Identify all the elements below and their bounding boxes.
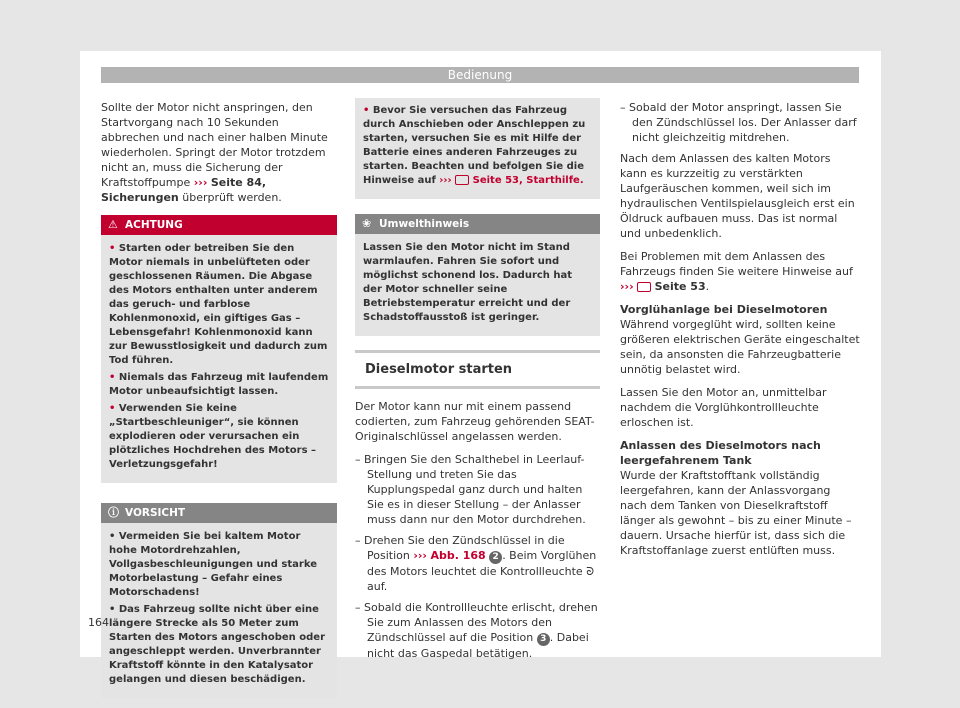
figure-ref-link[interactable]: Abb. 168 [430,549,486,562]
intro-text: Sollte der Motor nicht anspringen, den Startvorgang nach 10 Sekunden abbrechen und nach einer halben Minute wiederholen. Springt der Motor trotzdem nicht an, muss die Sicherung der Kraftstoffpumpe [101,101,328,189]
info-circle-icon: ⓘ [108,506,119,519]
warning-box [101,215,337,483]
environment-header [355,214,600,234]
paragraph: Wurde der Kraftstofftank vollständig leergefahren, kann der Anlassvorgang nach dem Tanken von Dieselkraftstoff länger als gewohnt – bis zu einer Minute – dauern. Ursache hierfür ist, dass sich die Kraftstoffanlage zuerst entlüften muss. [620,469,852,557]
environment-box [355,214,600,336]
page-ref-link[interactable]: Seite 53 [654,280,706,293]
column-3 [620,100,860,566]
position-badge: 2 [489,551,502,564]
warning-item: • Bevor Sie versuchen das Fahrzeug durch Anschieben oder Anschleppen zu starten, versuchen Sie es mit Hilfe der Batterie eines anderen Fahrzeuges zu starten. Beachten und befolgen Sie die Hinweise auf ››› Seite 53, Starthilfe. [363,105,586,186]
ref-arrow[interactable]: ››› [413,549,427,562]
ref-arrow[interactable]: ››› [620,280,634,293]
environment-text: Lassen Sie den Motor nicht im Stand warmlaufen. Fahren Sie sofort und möglichst schonend los. Dadurch hat der Motor schneller seine Betriebstemperatur erreicht und der Schadstoffausstoß ist geringer. [363,242,573,323]
leaf-icon: ❀ [362,217,372,230]
section-title: Dieselmotor starten [355,350,600,389]
page-number: 164 [88,616,109,629]
glow-plug-icon: ᘐ [586,565,594,578]
step-item: – Sobald der Motor anspringt, lassen Sie den Zündschlüssel los. Der Anlasser darf nicht gleichzeitig mitdrehen. [620,101,857,144]
position-badge: 3 [537,633,550,646]
caution-body [101,523,337,698]
book-icon [455,175,469,185]
intro-ref-link[interactable]: Seite 84, Sicherungen [101,176,267,204]
subheading: Vorglühanlage bei Dieselmotoren [620,303,828,316]
warning-continued-body [355,98,600,199]
step-item: – Sobald die Kontrollleuchte erlischt, drehen Sie zum Anlassen des Motors den Zündschlüssel auf die Position 3 . Dabei nicht das Gaspedal betätigen. [355,601,598,660]
environment-body [355,234,600,336]
caution-header [101,503,337,523]
intro-paragraph [101,100,337,205]
section-intro: Der Motor kann nur mit einem passend codierten, zum Fahrzeug gehörenden SEAT-Originalschlüssel angelassen werden. [355,400,595,443]
environment-title: Umwelthinweis [379,218,470,230]
caution-box [101,503,337,698]
warning-header [101,215,337,235]
caution-title: VORSICHT [125,507,186,519]
warning-item: • Niemals das Fahrzeug mit laufendem Motor unbeaufsichtigt lassen. [109,372,329,397]
ref-arrow[interactable]: ››› [439,175,452,186]
subheading: Anlassen des Dieselmotors nach leergefahrenem Tank [620,439,821,467]
step-item: – Bringen Sie den Schalthebel in Leerlauf-Stellung und treten Sie das Kupplungspedal ganz durch und halten Sie es in dieser Stellung – der Anlasser muss dann nur den Motor durchdrehen. [355,453,586,526]
warning-title: ACHTUNG [125,219,183,231]
warning-body [101,235,337,483]
step-item: – Drehen Sie den Zündschlüssel in die Position ››› Abb. 168 2 . Beim Vorglühen des Motors leuchtet die Kontrollleuchte ᘐ auf. [355,534,597,593]
warning-triangle-icon: ⚠ [108,218,118,231]
book-icon [637,282,651,292]
intro-end-text: überprüft werden. [182,191,282,204]
paragraph: Bei Problemen mit dem Anlassen des Fahrzeugs finden Sie weitere Hinweise auf ››› Seite 53. [620,250,853,293]
starthilfe-link[interactable]: Seite 53, Starthilfe. [472,175,584,186]
warning-item: • Verwenden Sie keine „Startbeschleuniger“, sie können explodieren oder verursachen ein plötzliches Hochdrehen des Motors – Verletzungsgefahr! [109,403,317,470]
paragraph: Während vorgeglüht wird, sollten keine größeren elektrischen Geräte eingeschaltet sein, da ansonsten die Fahrzeugbatterie unnötig belastet wird. [620,318,860,376]
column-2 [355,100,600,667]
warning-continued-box [355,98,600,199]
caution-item: • Vermeiden Sie bei kaltem Motor hohe Motordrehzahlen, Vollgasbeschleunigungen und starke Motorbelastung – Gefahr eines Motorschadens! [109,531,317,598]
caution-item: • Das Fahrzeug sollte nicht über eine längere Strecke als 50 Meter zum Starten des Motors angeschoben oder angeschleppt werden. Unverbrannter Kraftstoff könnte in den Katalysator gelangen und diesen beschädigen. [109,604,325,685]
paragraph: Nach dem Anlassen des kalten Motors kann es kurzzeitig zu verstärkten Laufgeräuschen kommen, weil sich im hydraulischen Ventilspielausgleich erst ein Öldruck aufbauen muss. Das ist normal und unbedenklich. [620,152,855,240]
warning-item: • Starten oder betreiben Sie den Motor niemals in unbelüfteten oder geschlossenen Räumen. Die Abgase des Motors enthalten unter anderem das geruch- und farblose Kohlenmonoxid, ein giftiges Gas – Lebensgefahr! Kohlenmonoxid kann zur Bewusstlosigkeit und dadurch zum Tod führen. [109,243,328,366]
ref-arrow[interactable]: ››› [193,176,208,189]
column-1 [101,100,337,698]
paragraph: Lassen Sie den Motor an, unmittelbar nachdem die Vorglühkontrollleuchte erloschen ist. [620,386,827,429]
section-header: Bedienung [101,67,859,83]
